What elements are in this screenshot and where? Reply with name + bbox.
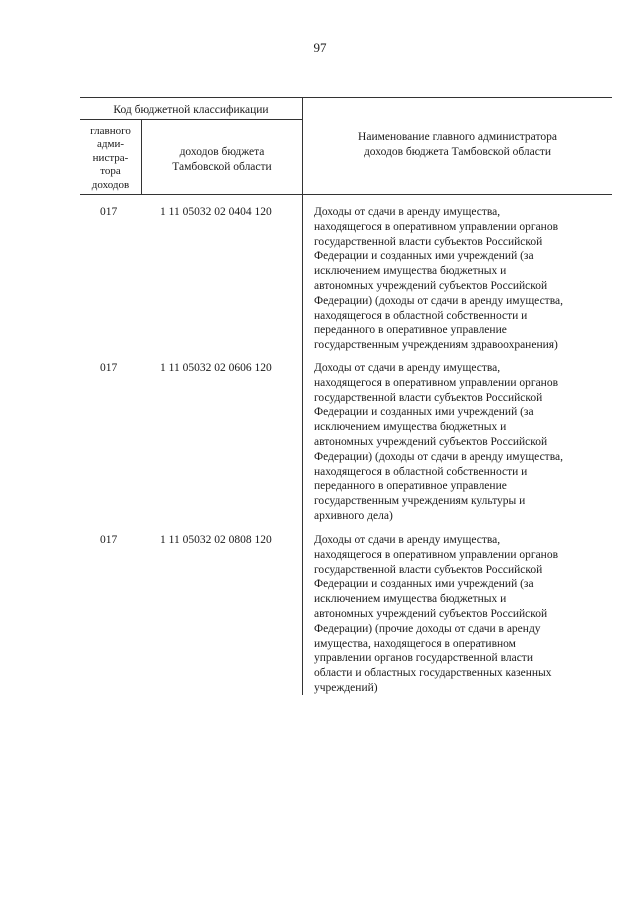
income-code: 1 11 05032 02 0606 120 — [160, 362, 272, 374]
header-name-column — [303, 130, 612, 160]
description-line: Федерации и созданных ими учреждений (за — [314, 406, 534, 419]
row-description — [314, 205, 600, 353]
description-line: архивного дела) — [314, 509, 393, 522]
header-income-line: доходов бюджета — [179, 146, 265, 158]
group-header-rule — [80, 119, 302, 120]
description-line: находящегося в областной собственности и — [314, 465, 528, 478]
header-admin-line: нистра- — [92, 151, 129, 164]
header-admin-line: тора — [100, 165, 121, 178]
header-name-line: Наименование главного администратора — [358, 131, 557, 143]
description-line: переданного в оперативное управление — [314, 324, 507, 337]
admin-code: 017 — [100, 534, 118, 546]
admin-code: 017 — [100, 206, 118, 218]
description-line: Федерации и созданных ими учреждений (за — [314, 250, 534, 263]
description-line: Доходы от сдачи в аренду имущества, — [314, 534, 501, 546]
description-line: государственным учреждениям культуры и — [314, 495, 526, 508]
header-group-title: Код бюджетной классификации — [113, 104, 269, 116]
admin-code: 017 — [100, 362, 118, 374]
header-admin-column — [80, 125, 141, 192]
description-line: находящегося в оперативном управлении органов — [314, 548, 559, 561]
row-description — [314, 533, 600, 696]
description-line: Федерации) (доходы от сдачи в аренду имущества, — [314, 450, 563, 463]
description-line: Федерации) (доходы от сдачи в аренду имущества, — [314, 294, 563, 307]
header-admin-line: доходов — [91, 178, 130, 191]
page-number: 97 — [313, 40, 327, 55]
header-admin-line: главного — [90, 125, 131, 137]
description-line: находящегося в областной собственности и — [314, 309, 528, 322]
description-line: области и областных государственных казенных — [314, 667, 552, 680]
description-line: автономных учреждений субъектов Российской — [314, 607, 548, 620]
description-line: управлении органов государственной власти — [314, 652, 533, 665]
description-line: находящегося в оперативном управлении органов — [314, 220, 559, 233]
header-admin-line: адми- — [97, 138, 124, 151]
description-line: находящегося в оперативном управлении органов — [314, 376, 559, 389]
description-line: государственной власти субъектов Российской — [314, 563, 543, 576]
description-line: имущества, находящегося в оперативном — [314, 637, 516, 650]
description-line: исключением имущества бюджетных и — [314, 421, 507, 434]
description-line: автономных учреждений субъектов Российской — [314, 435, 548, 448]
table-top-rule — [80, 97, 612, 98]
row-description — [314, 361, 600, 524]
description-line: автономных учреждений субъектов Российской — [314, 279, 548, 292]
income-code: 1 11 05032 02 0808 120 — [160, 534, 272, 546]
header-bottom-rule — [80, 194, 612, 195]
description-line: Доходы от сдачи в аренду имущества, — [314, 362, 501, 374]
description-line: государственной власти субъектов Российской — [314, 391, 543, 404]
description-line: государственной власти субъектов Российской — [314, 235, 543, 248]
description-line: Федерации) (прочие доходы от сдачи в аренду — [314, 622, 541, 635]
description-line: учреждений) — [314, 681, 378, 694]
income-code: 1 11 05032 02 0404 120 — [160, 206, 272, 218]
description-line: переданного в оперативное управление — [314, 480, 507, 493]
description-line: исключением имущества бюджетных и — [314, 265, 507, 278]
header-income-column — [142, 145, 302, 175]
header-name-line: доходов бюджета Тамбовской области — [363, 146, 552, 158]
header-income-line: Тамбовской области — [172, 161, 272, 173]
description-line: государственным учреждениям здравоохранения) — [314, 339, 558, 352]
description-line: Федерации и созданных ими учреждений (за — [314, 578, 534, 591]
column-divider-name — [302, 97, 303, 695]
description-line: Доходы от сдачи в аренду имущества, — [314, 206, 501, 218]
description-line: исключением имущества бюджетных и — [314, 593, 507, 606]
